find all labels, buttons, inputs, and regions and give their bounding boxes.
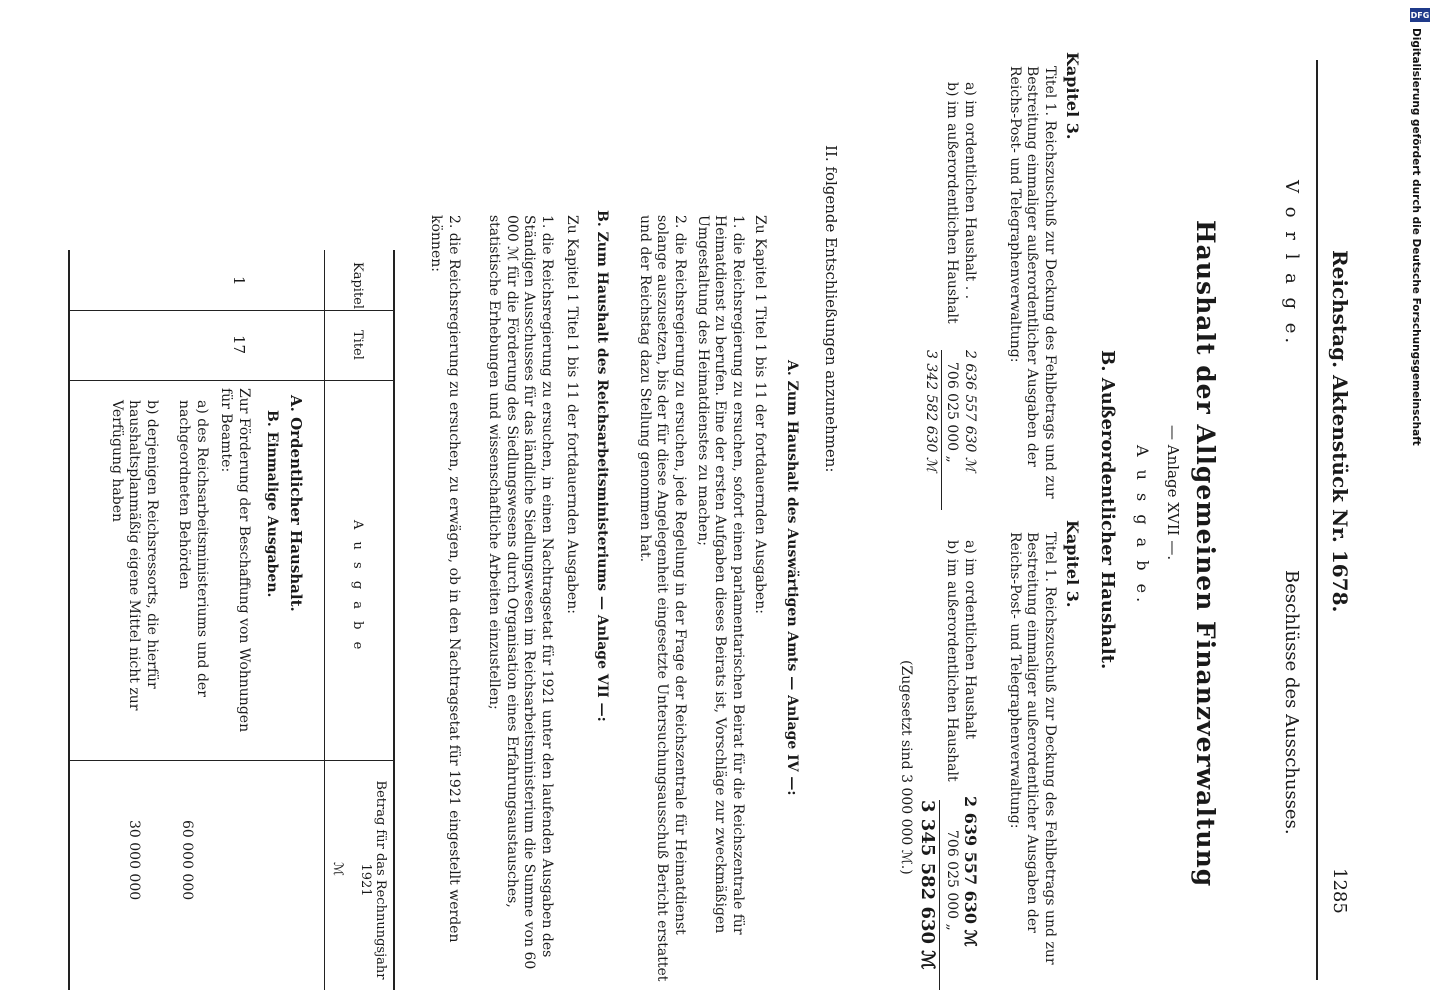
- table-intro: Zur Förderung der Beschaffung von Wohnungen für Beamte:: [218, 388, 252, 733]
- table-col-divider-1: [70, 380, 395, 381]
- main-title: Haushalt der Allgemeinen Finanzverwaltung: [1191, 220, 1220, 888]
- table-bottom-rule: [69, 250, 71, 990]
- table-header-betrag: Betrag für das Rechnungsjahr 1921: [358, 780, 388, 980]
- digitization-credit: Digitalisierung gefördert durch die Deutsche Forschungsgemeinschaft: [1410, 28, 1422, 446]
- table-b-heading: B. Einmalige Ausgaben.: [264, 410, 280, 598]
- table-row-a-label: a) des Reichsarbeitsministeriums und der nachgeordneten Behörden: [176, 400, 210, 697]
- right-total: 3 345 582 630 ℳ: [917, 800, 938, 970]
- left-b-label: b) im außerordentlichen Haushalt: [944, 82, 960, 324]
- table-header-rule: [324, 250, 325, 990]
- table-col-divider-0: [70, 310, 395, 311]
- right-a-value: 2 639 557 630 ℳ: [961, 796, 980, 947]
- section2-a-sub: Zu Kapitel 1 Titel 1 bis 11 der fortdauernden Ausgaben:: [752, 215, 768, 614]
- ausgabe-label: A u s g a b e.: [1133, 445, 1152, 607]
- right-titel-text: Titel 1. Reichszuschuß zur Deckung des Fehlbetrags und zur Bestreitung einmaliger außerordentlicher Ausgaben der Reichs-Post- und Telegraphenverwaltung:: [1007, 532, 1058, 965]
- section2-b-item-1: 1. die Reichsregierung zu ersuchen, in einen Nachtragsetat für 1921 unter den laufenden Ausgaben des Ständigen Ausschusses für das ländliche Siedlungswesen im Reichsarbeitsministerium die Summe von 60 000 ℳ für die Förderung des Siedlungswesens durch Organisation eines Erfahrungsaustausches, statistische Erhebungen und wissenschaftliche Arbeiten einzustellen;: [486, 215, 555, 970]
- header-rule: [1317, 60, 1319, 980]
- section2-a-heading: A. Zum Haushalt des Auswärtigen Amts — Anlage IV —:: [784, 360, 800, 796]
- left-titel-text: Titel 1. Reichszuschuß zur Deckung des Fehlbetrags und zur Bestreitung einmaliger außerordentlicher Ausgaben der Reichs-Post- und Telegraphenverwaltung:: [1007, 66, 1058, 499]
- table-titel-value: 17: [230, 335, 248, 355]
- digitization-sidebar: [1400, 0, 1434, 1000]
- right-note: (Zugesetzt sind 3 000 000 ℳ.): [898, 660, 914, 875]
- subtitle-heading: B. Außerordentlicher Haushalt.: [1097, 350, 1118, 670]
- table-row-b-value: 30 000 000: [126, 820, 142, 901]
- section2-b-item-2: 2. die Reichsregierung zu ersuchen, zu erwägen, ob in den Nachtragsetat für 1921 eingestellt werden können:: [428, 215, 462, 943]
- left-sum-rule: [941, 350, 942, 510]
- table-col-divider-2: [70, 760, 395, 761]
- left-a-value: 2 636 557 630 ℳ: [962, 350, 978, 472]
- section2-a-item-1: 1. die Reichsregierung zu ersuchen, sofort einen parlamentarischen Beirat für die Reichszentrale für Heimatdienst zu berufen. Eine der ersten Aufgaben dieses Beirats ist, Vorschläge zur zweckmäßigen Umgestaltung des Heimatdienstes zu machen;: [695, 215, 746, 935]
- left-total: 3 342 582 630 ℳ: [923, 350, 939, 472]
- anlage-label: — Anlage XVII —.: [1164, 425, 1182, 561]
- vorlage-heading: V o r l a g e.: [1281, 180, 1302, 348]
- table-kapitel-value: 1: [230, 276, 248, 286]
- header-reichstag: Reichstag. Aktenstück Nr. 1678.: [1328, 250, 1352, 613]
- table-row-a-value: 60 000 000: [179, 820, 195, 901]
- right-b-value: 706 025 000 „: [944, 830, 960, 931]
- section2-a-item-2: 2. die Reichsregierung zu ersuchen, jede Regelung in der Frage der Reichszentrale für Heimatdienst solange auszusetzen, bis der für diese Angelegenheit eingesetzte Untersuchungsausschuß Bericht erstattet und der Reichstag dazu Stellung genommen hat.: [637, 215, 688, 982]
- page-number: 1285: [1329, 868, 1350, 914]
- beschluesse-heading: Beschlüsse des Ausschusses.: [1281, 570, 1302, 835]
- right-b-label: b) im außerordentlichen Haushalt: [944, 540, 960, 782]
- dfg-logo: DFG: [1410, 8, 1430, 22]
- left-b-value: 706 025 000 „: [944, 362, 960, 463]
- section2-b-sub: Zu Kapitel 1 Titel 1 bis 11 der fortdauernden Ausgaben:: [564, 215, 580, 614]
- table-header-unit: ℳ: [330, 862, 345, 876]
- table-header-ausgabe: A u s g a b e: [350, 520, 365, 654]
- table-top-rule: [394, 250, 396, 990]
- section2-b-heading: B. Zum Haushalt des Reichsarbeitsministeriums — Anlage VII —:: [594, 210, 610, 722]
- table-row-b-label: b) derjenigen Reichsressorts, die hierfür haushaltsplanmäßig eigene Mittel nicht zur Verfügung haben: [109, 400, 160, 711]
- left-a-label: a) im ordentlichen Haushalt . .: [962, 82, 978, 300]
- left-kapitel: Kapitel 3.: [1063, 52, 1082, 140]
- right-kapitel: Kapitel 3.: [1063, 520, 1082, 608]
- right-sum-rule: [939, 800, 940, 990]
- table-a-heading: A. Ordentlicher Haushalt.: [287, 395, 305, 612]
- table-header-titel: Titel: [350, 330, 365, 360]
- section2-heading: II. folgende Entschließungen anzunehmen:: [822, 145, 840, 473]
- table-header-kapitel: Kapitel: [350, 262, 365, 310]
- right-a-label: a) im ordentlichen Haushalt: [962, 540, 978, 740]
